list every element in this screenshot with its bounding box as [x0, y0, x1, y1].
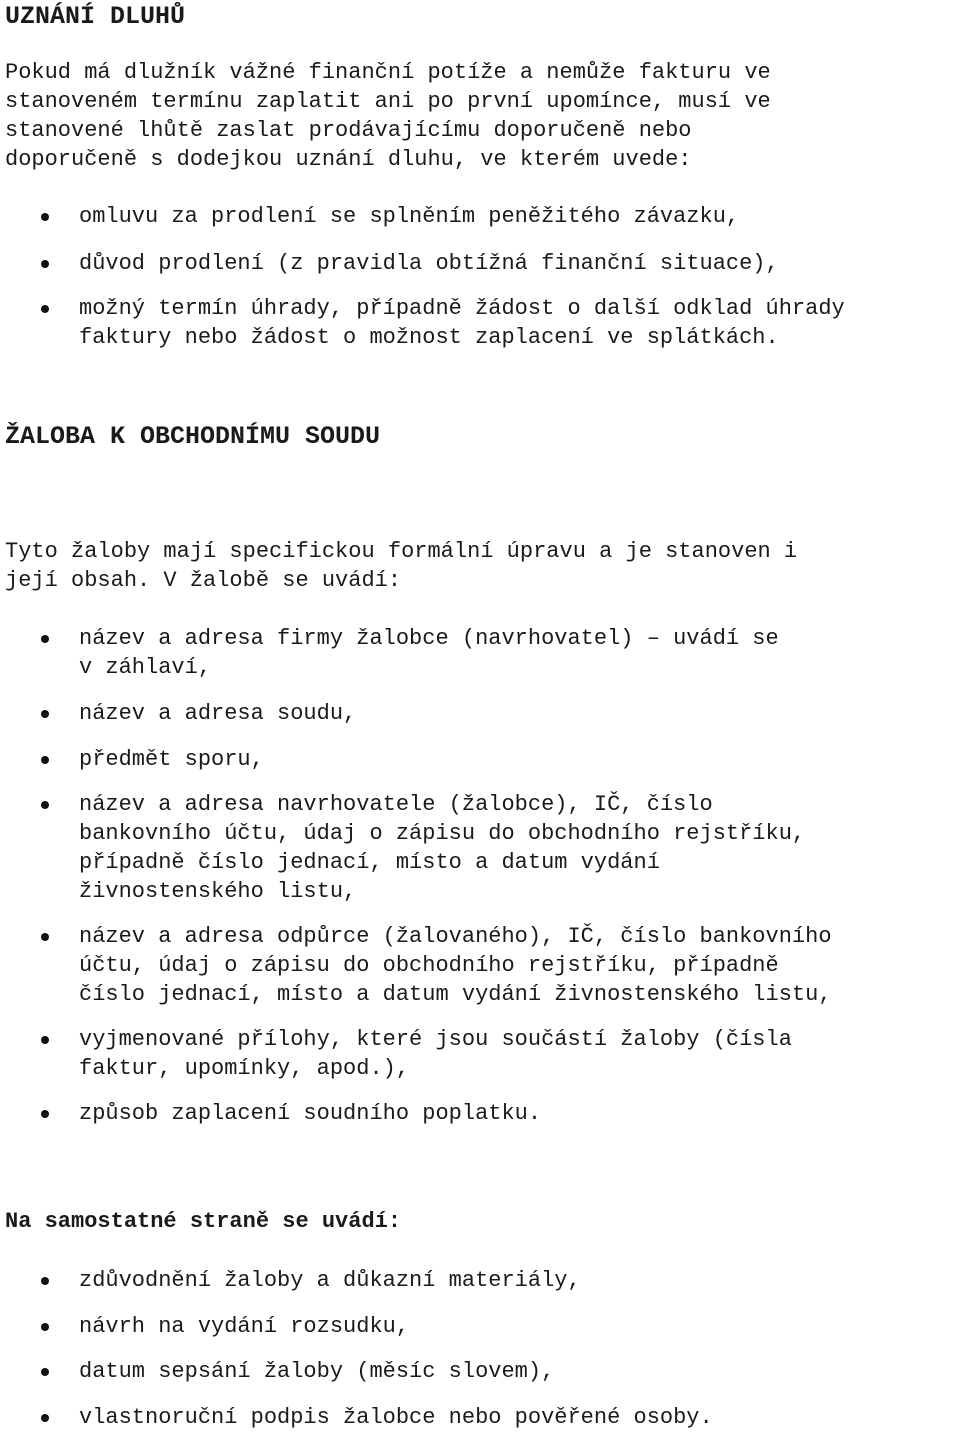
- list-item-text: důvod prodlení (z pravidla obtížná finanční situace),: [79, 251, 779, 276]
- intro-zaloba: Tyto žaloby mají specifickou formální úpravu a je stanoven i její obsah. V žalobě se uvádí:: [5, 539, 798, 593]
- list-item-text: datum sepsání žaloby (měsíc slovem),: [79, 1359, 555, 1384]
- bullet-icon: [41, 1036, 49, 1044]
- list-item-text: předmět sporu,: [79, 747, 264, 772]
- list-item-text: název a adresa firmy žalobce (navrhovatel) – uvádí se v záhlaví,: [79, 626, 779, 680]
- list-item-text: název a adresa soudu,: [79, 701, 357, 726]
- bullet-icon: [41, 1110, 49, 1118]
- bullet-icon: [41, 1277, 49, 1285]
- bullet-icon: [41, 756, 49, 764]
- list-item-text: název a adresa navrhovatele (žalobce), IČ, číslo bankovního účtu, údaj o zápisu do obchodního rejstříku, případně číslo jednací, místo a datum vydání živnostenského listu,: [79, 792, 806, 904]
- list-item-text: vyjmenované přílohy, které jsou součástí žaloby (čísla faktur, upomínky, apod.),: [79, 1027, 792, 1081]
- bullet-icon: [41, 1414, 49, 1422]
- list-item-text: zdůvodnění žaloby a důkazní materiály,: [79, 1268, 581, 1293]
- heading-zaloba: ŽALOBA K OBCHODNÍMU SOUDU: [5, 422, 381, 451]
- heading-uznani-dluhu: UZNÁNÍ DLUHŮ: [5, 2, 186, 31]
- bullet-icon: [41, 213, 49, 221]
- list-item-text: vlastnoruční podpis žalobce nebo pověřené osoby.: [79, 1405, 713, 1430]
- list-item-text: název a adresa odpůrce (žalovaného), IČ, číslo bankovního účtu, údaj o zápisu do obchodního rejstříku, případně číslo jednací, místo a datum vydání živnostenského listu,: [79, 924, 832, 1007]
- bullet-icon: [41, 1323, 49, 1331]
- bullet-icon: [41, 801, 49, 809]
- list-item-text: způsob zaplacení soudního poplatku.: [79, 1101, 542, 1126]
- list-item-text: omluvu za prodlení se splněním peněžitého závazku,: [79, 204, 740, 229]
- bullet-icon: [41, 305, 49, 313]
- list-item-text: možný termín úhrady, případně žádost o další odklad úhrady faktury nebo žádost o možnost zaplacení ve splátkách.: [79, 296, 845, 350]
- bullet-icon: [41, 260, 49, 268]
- intro-uznani-dluhu: Pokud má dlužník vážné finanční potíže a nemůže fakturu ve stanoveném termínu zaplatit ani po první upomínce, musí ve stanovené lhůtě zaslat prodávajícímu doporučeně nebo doporučeně s dodejkou uznání dluhu, ve kterém uvede:: [5, 60, 771, 172]
- bullet-icon: [41, 933, 49, 941]
- heading-samostatna-strana: Na samostatné straně se uvádí:: [5, 1209, 402, 1234]
- bullet-icon: [41, 635, 49, 643]
- bullet-icon: [41, 1368, 49, 1376]
- list-item-text: návrh na vydání rozsudku,: [79, 1314, 410, 1339]
- bullet-icon: [41, 710, 49, 718]
